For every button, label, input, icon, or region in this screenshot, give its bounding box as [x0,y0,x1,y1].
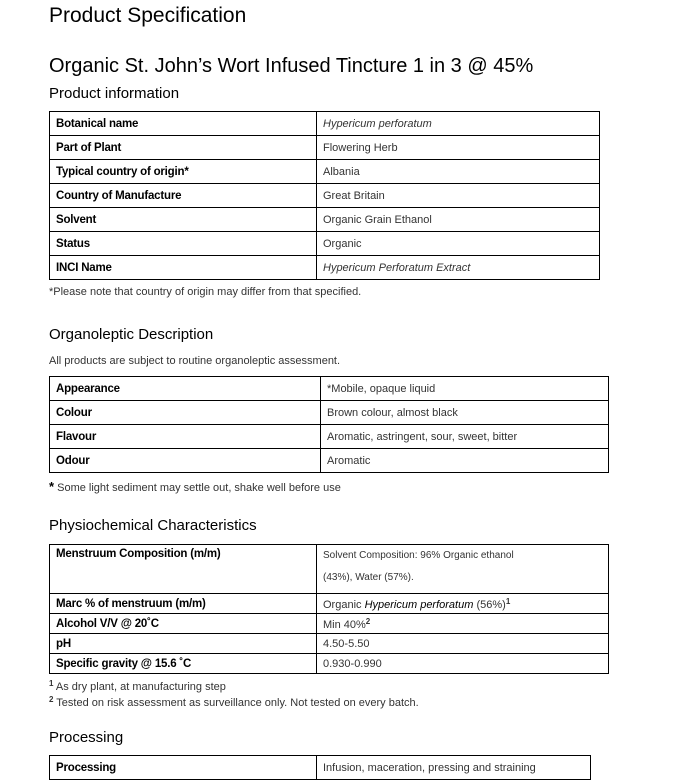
menstruum-value [317,545,609,594]
row-value: Aromatic, astringent, sour, sweet, bitter [321,425,609,449]
footnote-2-mark: 2 [49,695,54,704]
marc-suffix: (56%) [473,598,506,611]
table-row [50,256,600,280]
sg-label: Specific gravity @ 15.6 ˚C [50,654,317,674]
alcohol-footnote-ref: 2 [365,616,371,626]
physio-table [49,544,609,674]
ph-value: 4.50-5.50 [317,634,609,654]
row-value: Aromatic [321,449,609,473]
row-value: Hypericum perforatum [317,112,600,136]
alcohol-label: Alcohol V/V @ 20˚C [50,614,317,634]
processing-value: Infusion, maceration, pressing and straining [317,756,591,780]
row-label: Odour [50,449,321,473]
row-value: Albania [317,160,600,184]
organoleptic-intro: All products are subject to routine organoleptic assessment. [49,355,341,367]
physio-footnote-1 [49,679,226,693]
physio-footnote-2 [49,695,419,709]
table-row [50,594,609,614]
menstruum-label: Menstruum Composition (m/m) [50,545,317,594]
footnote-1-text: As dry plant, at manufacturing step [53,681,226,693]
sg-value: 0.930-0.990 [317,654,609,674]
table-row [50,232,600,256]
table-row [50,184,600,208]
table-row [50,160,600,184]
table-row [50,545,609,594]
ph-label: pH [50,634,317,654]
row-label: Solvent [50,208,317,232]
table-row [50,425,609,449]
row-label: Typical country of origin* [50,160,317,184]
row-label: Country of Manufacture [50,184,317,208]
marc-label: Marc % of menstruum (m/m) [50,594,317,614]
alcohol-value [317,614,609,634]
product-info-heading: Product information [49,85,180,102]
marc-value [317,594,609,614]
table-row [50,756,591,780]
product-name: Organic St. John’s Wort Infused Tincture 1 in 3 @ 45% [49,55,534,77]
menstruum-line-2: (43%), Water (57%). [323,572,414,583]
physio-heading: Physiochemical Characteristics [49,517,257,534]
row-value: Great Britain [317,184,600,208]
organoleptic-heading: Organoleptic Description [49,326,214,343]
row-value: Hypericum Perforatum Extract [317,256,600,280]
row-value: Organic Grain Ethanol [317,208,600,232]
table-row [50,634,609,654]
marc-footnote-ref: 1 [505,596,511,606]
footnote-text: Some light sediment may settle out, shake well before use [57,482,341,494]
document-title: Product Specification [49,4,247,27]
processing-heading: Processing [49,729,124,746]
organoleptic-table [49,376,609,473]
row-label: Status [50,232,317,256]
footnote-2-text: Tested on risk assessment as surveillance only. Not tested on every batch. [53,697,419,709]
table-row [50,112,600,136]
processing-label: Processing [50,756,317,780]
footnote-1-mark: 1 [49,679,54,688]
row-label: Appearance [50,377,321,401]
row-label: Botanical name [50,112,317,136]
table-row [50,136,600,160]
table-row [50,614,609,634]
footnote-mark: * [49,479,55,494]
processing-table [49,755,591,780]
table-row [50,401,609,425]
row-label: Flavour [50,425,321,449]
origin-footnote: *Please note that country of origin may differ from that specified. [49,286,362,298]
alcohol-text: Min 40% [323,618,366,631]
row-label: INCI Name [50,256,317,280]
marc-prefix: Organic [323,598,365,611]
table-row [50,377,609,401]
sediment-footnote [49,479,341,494]
row-label: Part of Plant [50,136,317,160]
row-value: Brown colour, almost black [321,401,609,425]
row-value: Organic [317,232,600,256]
table-row [50,449,609,473]
marc-botanical: Hypericum perforatum [364,598,474,611]
row-value: *Mobile, opaque liquid [321,377,609,401]
table-row [50,208,600,232]
table-row [50,654,609,674]
product-info-table [49,111,600,280]
row-label: Colour [50,401,321,425]
row-value: Flowering Herb [317,136,600,160]
menstruum-line-1: Solvent Composition: 96% Organic ethanol [323,550,514,561]
